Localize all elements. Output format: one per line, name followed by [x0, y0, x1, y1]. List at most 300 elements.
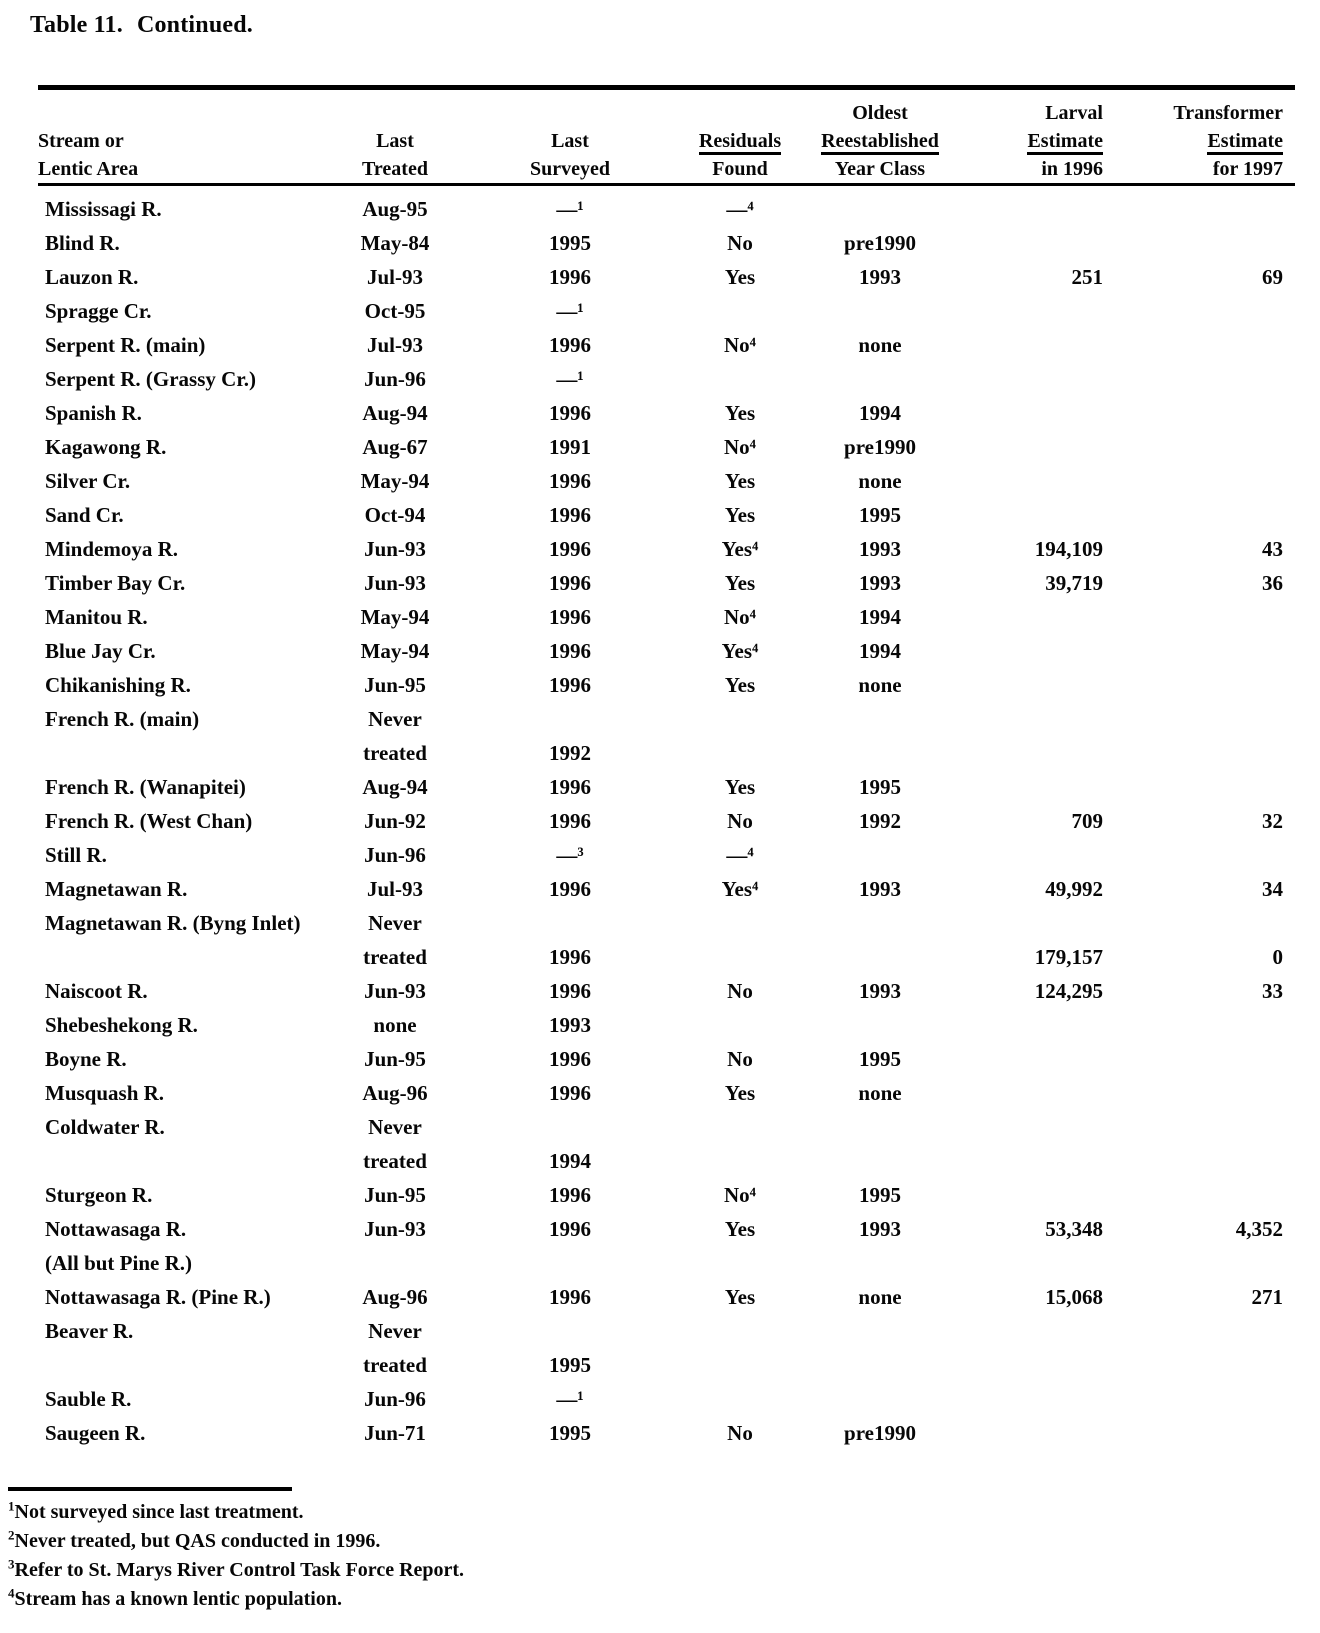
column-header-label: Transformer — [1173, 102, 1283, 124]
table-cell: French R. (main) — [45, 707, 200, 731]
table-cell: —⁴ — [726, 197, 754, 221]
table-cell: 1993 — [859, 537, 901, 561]
table-cell: No — [727, 809, 753, 833]
table-cell: Yes⁴ — [721, 537, 759, 561]
table-cell — [800, 703, 960, 737]
table-cell: pre1990 — [844, 231, 916, 255]
table-cell: pre1990 — [844, 435, 916, 459]
table-cell: No — [727, 1421, 753, 1445]
table-cell: —¹ — [556, 367, 584, 391]
table-cell: Yes — [724, 775, 756, 799]
table-cell — [800, 1349, 960, 1383]
table-cell: Jul-93 — [366, 877, 423, 901]
table-cell — [680, 907, 800, 941]
table-cell — [680, 1383, 800, 1417]
table-row — [38, 907, 1295, 941]
table-cell — [800, 1383, 960, 1417]
table-cell: Nottawasaga R. — [45, 1217, 187, 1241]
table-cell: 1992 — [859, 809, 901, 833]
table-cell — [680, 737, 800, 771]
table-row — [38, 227, 1295, 261]
table-cell: —¹ — [556, 1387, 584, 1411]
footnote-marker: 4 — [8, 1585, 15, 1601]
footnotes-section — [8, 1487, 868, 1614]
column-header-label: Estimate — [1207, 130, 1283, 155]
table-cell — [800, 193, 960, 227]
table-cell — [680, 1009, 800, 1043]
table-cell: 1996 — [549, 1183, 591, 1207]
column-header-label: Stream or — [38, 130, 124, 152]
table-cell: Yes — [724, 1285, 756, 1309]
table-cell — [800, 839, 960, 873]
table-cell — [1115, 363, 1295, 397]
table-cell: Spragge Cr. — [45, 299, 152, 323]
table-cell: 32 — [1262, 809, 1283, 833]
table-cell — [1115, 1315, 1295, 1349]
table-cell: 1995 — [859, 1047, 901, 1071]
table-cell: 69 — [1262, 265, 1283, 289]
table-cell — [960, 771, 1115, 805]
table-cell: none — [373, 1013, 417, 1037]
footnote — [8, 1527, 868, 1556]
table-cell: 1995 — [549, 231, 591, 255]
table-cell — [960, 465, 1115, 499]
table-row — [38, 1145, 1295, 1179]
table-cell — [680, 1315, 800, 1349]
table-cell: No⁴ — [724, 1183, 756, 1207]
table-cell: 1994 — [859, 401, 901, 425]
table-cell — [960, 635, 1115, 669]
table-cell: 34 — [1262, 877, 1283, 901]
table-cell — [1115, 1043, 1295, 1077]
table-cell: 1996 — [549, 775, 591, 799]
table-cell — [460, 907, 680, 941]
table-cell: 1995 — [549, 1421, 591, 1445]
table-cell — [960, 295, 1115, 329]
table-cell — [800, 907, 960, 941]
table-row — [38, 1247, 1295, 1281]
table-cell — [1115, 839, 1295, 873]
table-cell: Boyne R. — [45, 1047, 127, 1071]
column-header-label: Estimate — [1027, 130, 1103, 155]
table-cell — [330, 1247, 460, 1281]
table-cell — [1115, 1417, 1295, 1451]
table-cell: 1992 — [549, 741, 591, 765]
table-cell: 0 — [1272, 945, 1283, 969]
table-cell: 36 — [1262, 571, 1283, 595]
column-header-label: Larval — [1045, 102, 1103, 124]
table-cell: pre1990 — [844, 1421, 916, 1445]
column-header-label: Last — [376, 130, 414, 152]
table-cell: May-94 — [360, 469, 430, 493]
table-cell — [960, 1077, 1115, 1111]
table-row — [38, 1077, 1295, 1111]
table-cell: No⁴ — [724, 605, 756, 629]
table-cell — [1115, 703, 1295, 737]
table-cell — [38, 1349, 330, 1383]
column-header — [330, 127, 460, 183]
table-cell: 39,719 — [1045, 571, 1103, 595]
table-cell: Manitou R. — [45, 605, 148, 629]
table-row — [38, 737, 1295, 771]
table-cell — [1115, 1179, 1295, 1213]
table-cell: treated — [363, 741, 427, 765]
table-cell — [960, 703, 1115, 737]
table-cell: Jun-93 — [364, 979, 426, 1003]
table-cell — [460, 1247, 680, 1281]
table-cell — [960, 1383, 1115, 1417]
table-cell: French R. (West Chan) — [45, 809, 253, 833]
footnote — [8, 1498, 868, 1527]
table-cell: 1996 — [549, 1285, 591, 1309]
column-header — [800, 99, 960, 183]
table-cell — [680, 703, 800, 737]
table-cell — [680, 941, 800, 975]
table-cell — [1115, 499, 1295, 533]
table-row — [38, 669, 1295, 703]
table-cell — [800, 1315, 960, 1349]
table-cell: Yes⁴ — [721, 877, 759, 901]
table-cell — [960, 1043, 1115, 1077]
table-cell: 43 — [1262, 537, 1283, 561]
table-cell: Never — [368, 707, 422, 731]
table-cell: 1996 — [549, 639, 591, 663]
column-header-label: Residuals — [699, 130, 781, 155]
table-cell: 1995 — [859, 1183, 901, 1207]
table-cell: No⁴ — [724, 333, 756, 357]
table-cell: No⁴ — [724, 435, 756, 459]
table-cell — [960, 737, 1115, 771]
table-cell: —⁴ — [726, 843, 754, 867]
column-header — [460, 127, 680, 183]
table-cell: Yes — [724, 469, 756, 493]
table-cell — [1115, 737, 1295, 771]
table-cell — [960, 397, 1115, 431]
table-row — [38, 635, 1295, 669]
table-cell: Jun-95 — [364, 1183, 426, 1207]
table-row — [38, 363, 1295, 397]
table-cell — [1115, 669, 1295, 703]
table-cell: 53,348 — [1045, 1217, 1103, 1241]
table-cell: Sand Cr. — [45, 503, 124, 527]
table-cell: Sauble R. — [45, 1387, 132, 1411]
table-cell — [1115, 907, 1295, 941]
table-cell — [1115, 1349, 1295, 1383]
column-header — [38, 127, 330, 183]
table-cell: Yes⁴ — [721, 639, 759, 663]
table-cell — [960, 907, 1115, 941]
footnote-text: Never treated, but QAS conducted in 1996. — [14, 1530, 381, 1552]
table-cell: Jul-93 — [366, 265, 423, 289]
table-cell: 179,157 — [1034, 945, 1103, 969]
table-cell — [680, 1247, 800, 1281]
table-row — [38, 261, 1295, 295]
table-cell: No — [727, 979, 753, 1003]
table-cell: 271 — [1251, 1285, 1283, 1309]
table-cell — [800, 941, 960, 975]
footnote-marker: 1 — [8, 1498, 15, 1514]
table-cell: —³ — [556, 843, 584, 867]
table-cell: Oct-94 — [364, 503, 426, 527]
table-cell: Never — [368, 911, 422, 935]
table-cell: 1996 — [549, 537, 591, 561]
table-cell — [1115, 635, 1295, 669]
table-cell — [1115, 601, 1295, 635]
table-cell: Musquash R. — [45, 1081, 165, 1105]
table-cell: 1996 — [549, 571, 591, 595]
column-header — [960, 99, 1115, 183]
table-row — [38, 839, 1295, 873]
table-cell: 4,352 — [1235, 1217, 1283, 1241]
table-cell: 1994 — [549, 1149, 591, 1173]
table-row — [38, 295, 1295, 329]
column-header-label: Treated — [362, 158, 428, 180]
table-cell — [460, 1315, 680, 1349]
table-cell: 1995 — [859, 775, 901, 799]
table-cell — [800, 1009, 960, 1043]
column-header-label: for 1997 — [1212, 158, 1283, 180]
footnote-text: Stream has a known lentic population. — [14, 1588, 342, 1610]
table-cell: 15,068 — [1045, 1285, 1103, 1309]
table-row — [38, 329, 1295, 363]
table-cell: 251 — [1071, 265, 1103, 289]
table-cell — [680, 1145, 800, 1179]
data-table — [38, 85, 1295, 1451]
table-cell: Blue Jay Cr. — [45, 639, 156, 663]
table-row — [38, 533, 1295, 567]
table-cell: Nottawasaga R. (Pine R.) — [45, 1285, 271, 1309]
table-cell: none — [858, 673, 902, 697]
table-cell — [1115, 1247, 1295, 1281]
table-cell — [960, 1009, 1115, 1043]
table-cell: Yes — [724, 401, 756, 425]
footnote-text: Refer to St. Marys River Control Task Force Report. — [14, 1559, 465, 1581]
table-row — [38, 771, 1295, 805]
table-cell — [460, 1111, 680, 1145]
table-cell — [1115, 1383, 1295, 1417]
table-cell: May-94 — [360, 639, 430, 663]
table-cell — [960, 839, 1115, 873]
table-cell — [960, 1315, 1115, 1349]
table-cell: Serpent R. (Grassy Cr.) — [45, 367, 256, 391]
table-cell — [800, 1247, 960, 1281]
table-cell — [960, 1417, 1115, 1451]
table-cell: Yes — [724, 265, 756, 289]
table-row — [38, 1009, 1295, 1043]
table-cell: Never — [368, 1115, 422, 1139]
table-cell: Jun-95 — [364, 1047, 426, 1071]
table-cell: 1996 — [549, 979, 591, 1003]
table-cell: 1996 — [549, 1081, 591, 1105]
table-cell: No — [727, 231, 753, 255]
table-row — [38, 941, 1295, 975]
column-header-label: Year Class — [834, 158, 926, 180]
table-cell: Jun-96 — [364, 367, 426, 391]
table-cell: Chikanishing R. — [45, 673, 191, 697]
table-row — [38, 431, 1295, 465]
table-cell: 124,295 — [1034, 979, 1103, 1003]
table-cell: 1996 — [549, 945, 591, 969]
table-cell: May-84 — [360, 231, 430, 255]
table-row — [38, 1281, 1295, 1315]
table-row — [38, 1349, 1295, 1383]
table-row — [38, 1213, 1295, 1247]
table-cell — [1115, 295, 1295, 329]
footnote — [8, 1556, 868, 1585]
column-header-label: in 1996 — [1041, 158, 1103, 180]
table-cell — [1115, 771, 1295, 805]
table-cell: Jul-93 — [366, 333, 423, 357]
table-cell — [800, 737, 960, 771]
table-cell — [1115, 431, 1295, 465]
table-row — [38, 703, 1295, 737]
table-row — [38, 1111, 1295, 1145]
table-cell — [680, 1111, 800, 1145]
table-cell — [960, 363, 1115, 397]
table-cell: 1994 — [859, 605, 901, 629]
column-header-label: Found — [712, 158, 768, 180]
table-cell: Mindemoya R. — [45, 537, 178, 561]
table-cell: Aug-94 — [362, 401, 428, 425]
table-row — [38, 873, 1295, 907]
table-cell: 1993 — [859, 571, 901, 595]
table-cell: Jun-96 — [364, 1387, 426, 1411]
table-row — [38, 1179, 1295, 1213]
table-cell: Aug-96 — [362, 1285, 428, 1309]
table-cell: 1996 — [549, 1217, 591, 1241]
table-cell — [1115, 465, 1295, 499]
table-cell: Shebeshekong R. — [45, 1013, 198, 1037]
column-header — [680, 127, 800, 183]
table-cell: 709 — [1071, 809, 1103, 833]
table-cell — [960, 431, 1115, 465]
table-cell — [460, 703, 680, 737]
column-header-label: Reestablished — [821, 130, 939, 155]
table-cell: 1996 — [549, 401, 591, 425]
table-row — [38, 805, 1295, 839]
table-cell: Coldwater R. — [45, 1115, 165, 1139]
footnote-divider — [8, 1487, 292, 1491]
table-cell — [680, 295, 800, 329]
table-cell: Oct-95 — [364, 299, 426, 323]
table-cell: 1996 — [549, 605, 591, 629]
table-cell: Magnetawan R. — [45, 877, 188, 901]
table-cell: 1993 — [859, 877, 901, 901]
table-cell — [1115, 1111, 1295, 1145]
table-cell — [800, 1111, 960, 1145]
table-cell: 33 — [1262, 979, 1283, 1003]
table-cell: Yes — [724, 1081, 756, 1105]
table-row — [38, 465, 1295, 499]
table-cell: Naiscoot R. — [45, 979, 148, 1003]
column-header — [1115, 99, 1295, 183]
table-cell — [960, 601, 1115, 635]
table-cell: Yes — [724, 1217, 756, 1241]
table-cell: Aug-94 — [362, 775, 428, 799]
table-number: Table 11. — [30, 12, 123, 38]
table-cell — [800, 295, 960, 329]
table-cell — [1115, 1077, 1295, 1111]
table-cell: No — [727, 1047, 753, 1071]
table-cell: Jun-93 — [364, 537, 426, 561]
table-cell: 1996 — [549, 503, 591, 527]
table-row — [38, 397, 1295, 431]
table-cell: Aug-96 — [362, 1081, 428, 1105]
table-cell: none — [858, 469, 902, 493]
table-cell — [960, 329, 1115, 363]
table-cell — [960, 227, 1115, 261]
table-cell: Jun-96 — [364, 843, 426, 867]
table-cell: 1991 — [549, 435, 591, 459]
table-cell: 1996 — [549, 1047, 591, 1071]
table-row — [38, 1315, 1295, 1349]
table-cell: Sturgeon R. — [45, 1183, 153, 1207]
table-cell: 49,992 — [1045, 877, 1103, 901]
table-cell — [1115, 193, 1295, 227]
table-row — [38, 1043, 1295, 1077]
table-cell: Magnetawan R. (Byng Inlet) — [45, 911, 301, 935]
table-cell — [960, 1145, 1115, 1179]
table-row — [38, 1417, 1295, 1451]
table-cell: 1995 — [549, 1353, 591, 1377]
table-cell — [1115, 1145, 1295, 1179]
table-cell — [960, 669, 1115, 703]
table-caption: Continued. — [136, 12, 253, 38]
table-cell: Spanish R. — [45, 401, 142, 425]
table-cell: none — [858, 333, 902, 357]
column-header-label: Last — [551, 130, 589, 152]
table-cell: 1996 — [549, 809, 591, 833]
table-cell: 1994 — [859, 639, 901, 663]
table-cell — [800, 363, 960, 397]
table-cell — [1115, 397, 1295, 431]
table-cell: Yes — [724, 673, 756, 697]
table-cell: Kagawong R. — [45, 435, 167, 459]
page-title — [30, 12, 253, 39]
table-cell: 1996 — [549, 469, 591, 493]
table-cell: Yes — [724, 503, 756, 527]
table-cell: —¹ — [556, 197, 584, 221]
table-cell: French R. (Wanapitei) — [45, 775, 246, 799]
footnote-list — [8, 1498, 868, 1614]
table-cell: 194,109 — [1034, 537, 1103, 561]
table-cell: Jun-95 — [364, 673, 426, 697]
table-cell: (All but Pine R.) — [45, 1251, 192, 1275]
footnote-marker: 2 — [8, 1527, 15, 1543]
table-cell: none — [858, 1081, 902, 1105]
table-cell: Saugeen R. — [45, 1421, 146, 1445]
table-cell — [1115, 329, 1295, 363]
table-cell — [960, 1179, 1115, 1213]
table-cell: 1996 — [549, 673, 591, 697]
table-cell — [960, 1247, 1115, 1281]
table-row — [38, 499, 1295, 533]
table-cell — [800, 1145, 960, 1179]
table-cell: none — [858, 1285, 902, 1309]
table-cell — [38, 1145, 330, 1179]
footnote-text: Not surveyed since last treatment. — [14, 1501, 304, 1523]
table-cell — [680, 1349, 800, 1383]
column-header-label: Oldest — [852, 102, 908, 124]
table-cell: Still R. — [45, 843, 107, 867]
footnote-marker: 3 — [8, 1556, 15, 1572]
table-cell — [680, 363, 800, 397]
table-row — [38, 1383, 1295, 1417]
table-cell — [1115, 227, 1295, 261]
table-cell: Blind R. — [45, 231, 120, 255]
table-cell — [1115, 1009, 1295, 1043]
table-row — [38, 193, 1295, 227]
